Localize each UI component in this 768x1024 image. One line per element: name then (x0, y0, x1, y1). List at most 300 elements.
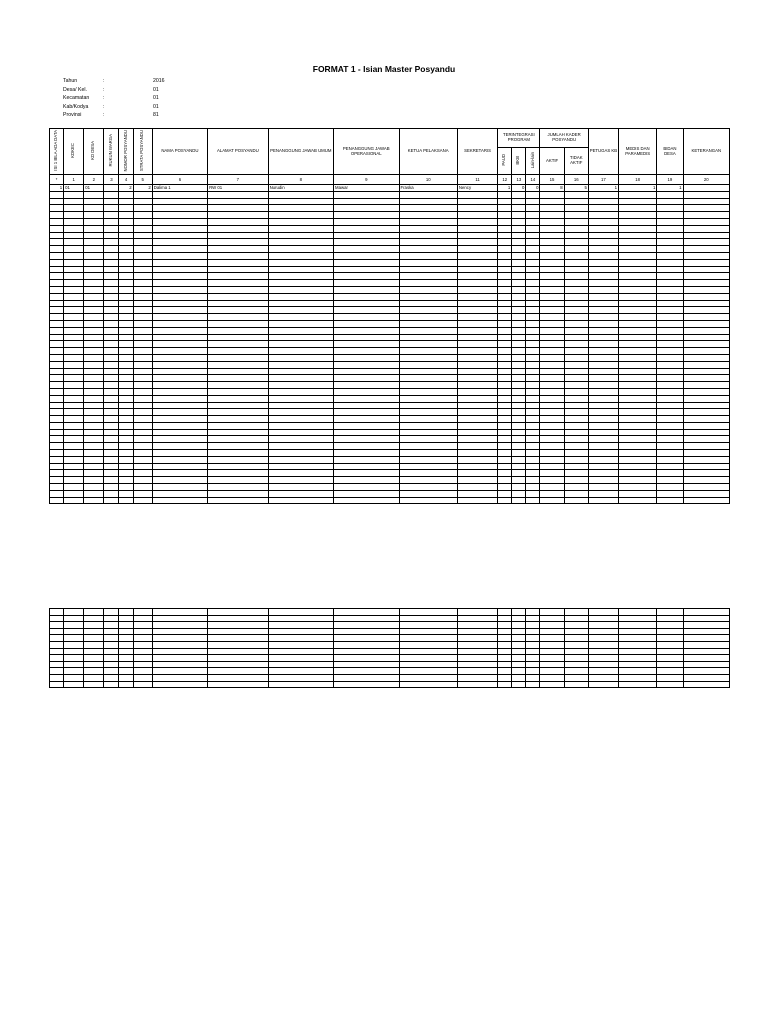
empty-cell[interactable] (588, 293, 618, 300)
empty-cell[interactable] (119, 674, 133, 681)
empty-cell[interactable] (588, 300, 618, 307)
empty-cell[interactable] (399, 314, 457, 321)
empty-cell[interactable] (208, 681, 268, 688)
empty-cell[interactable] (268, 246, 333, 253)
empty-cell[interactable] (152, 395, 207, 402)
empty-cell[interactable] (457, 198, 497, 205)
empty-cell[interactable] (526, 205, 540, 212)
empty-cell[interactable] (119, 402, 133, 409)
empty-cell[interactable] (588, 628, 618, 635)
empty-cell[interactable] (619, 361, 657, 368)
empty-cell[interactable] (268, 628, 333, 635)
empty-cell[interactable] (540, 456, 564, 463)
empty-cell[interactable] (512, 443, 526, 450)
empty-cell[interactable] (64, 293, 84, 300)
empty-cell[interactable] (208, 218, 268, 225)
cell-medis[interactable]: 1 (619, 185, 657, 192)
empty-cell[interactable] (133, 681, 152, 688)
empty-cell[interactable] (104, 252, 119, 259)
empty-cell[interactable] (683, 273, 729, 280)
empty-cell[interactable] (457, 205, 497, 212)
empty-cell[interactable] (119, 293, 133, 300)
empty-cell[interactable] (619, 429, 657, 436)
empty-cell[interactable] (588, 641, 618, 648)
empty-cell[interactable] (457, 395, 497, 402)
empty-cell[interactable] (152, 225, 207, 232)
empty-cell[interactable] (64, 232, 84, 239)
empty-cell[interactable] (84, 368, 104, 375)
empty-cell[interactable] (588, 320, 618, 327)
empty-cell[interactable] (683, 218, 729, 225)
empty-cell[interactable] (104, 490, 119, 497)
empty-cell[interactable] (208, 307, 268, 314)
empty-cell[interactable] (657, 225, 683, 232)
empty-cell[interactable] (399, 416, 457, 423)
empty-cell[interactable] (104, 300, 119, 307)
empty-cell[interactable] (588, 252, 618, 259)
empty-cell[interactable] (268, 615, 333, 622)
table-row[interactable] (50, 314, 730, 321)
empty-cell[interactable] (512, 246, 526, 253)
cell-lainnya[interactable]: 0 (526, 185, 540, 192)
empty-cell[interactable] (50, 409, 64, 416)
empty-cell[interactable] (64, 463, 84, 470)
empty-cell[interactable] (64, 354, 84, 361)
empty-cell[interactable] (512, 450, 526, 457)
empty-cell[interactable] (657, 212, 683, 219)
empty-cell[interactable] (683, 293, 729, 300)
empty-cell[interactable] (564, 681, 588, 688)
empty-cell[interactable] (683, 334, 729, 341)
empty-cell[interactable] (399, 456, 457, 463)
empty-cell[interactable] (498, 239, 512, 246)
empty-cell[interactable] (657, 436, 683, 443)
empty-cell[interactable] (683, 354, 729, 361)
empty-cell[interactable] (119, 661, 133, 668)
empty-cell[interactable] (588, 307, 618, 314)
table-row[interactable] (50, 218, 730, 225)
empty-cell[interactable] (104, 450, 119, 457)
empty-cell[interactable] (104, 375, 119, 382)
empty-cell[interactable] (683, 429, 729, 436)
empty-cell[interactable] (512, 615, 526, 622)
cell-bkb[interactable]: 0 (512, 185, 526, 192)
table-row[interactable] (50, 341, 730, 348)
empty-cell[interactable] (564, 246, 588, 253)
empty-cell[interactable] (84, 436, 104, 443)
empty-cell[interactable] (512, 334, 526, 341)
empty-cell[interactable] (119, 191, 133, 198)
empty-cell[interactable] (526, 300, 540, 307)
empty-cell[interactable] (683, 361, 729, 368)
empty-cell[interactable] (104, 622, 119, 629)
empty-cell[interactable] (64, 674, 84, 681)
empty-cell[interactable] (208, 252, 268, 259)
empty-cell[interactable] (50, 273, 64, 280)
empty-cell[interactable] (104, 674, 119, 681)
empty-cell[interactable] (498, 450, 512, 457)
empty-cell[interactable] (104, 205, 119, 212)
empty-cell[interactable] (457, 615, 497, 622)
empty-cell[interactable] (119, 382, 133, 389)
empty-cell[interactable] (498, 225, 512, 232)
empty-cell[interactable] (588, 334, 618, 341)
empty-cell[interactable] (50, 382, 64, 389)
empty-cell[interactable] (619, 443, 657, 450)
empty-cell[interactable] (657, 205, 683, 212)
empty-cell[interactable] (84, 375, 104, 382)
empty-cell[interactable] (619, 205, 657, 212)
empty-cell[interactable] (564, 470, 588, 477)
empty-cell[interactable] (457, 239, 497, 246)
empty-cell[interactable] (64, 286, 84, 293)
empty-cell[interactable] (512, 375, 526, 382)
empty-cell[interactable] (334, 436, 399, 443)
empty-cell[interactable] (657, 334, 683, 341)
empty-cell[interactable] (50, 293, 64, 300)
empty-cell[interactable] (84, 661, 104, 668)
empty-cell[interactable] (334, 655, 399, 662)
empty-cell[interactable] (84, 314, 104, 321)
empty-cell[interactable] (334, 354, 399, 361)
empty-cell[interactable] (540, 259, 564, 266)
empty-cell[interactable] (50, 307, 64, 314)
empty-cell[interactable] (512, 456, 526, 463)
empty-cell[interactable] (133, 456, 152, 463)
empty-cell[interactable] (657, 232, 683, 239)
empty-cell[interactable] (133, 334, 152, 341)
empty-cell[interactable] (268, 198, 333, 205)
cell-paud[interactable]: 1 (498, 185, 512, 192)
empty-cell[interactable] (133, 443, 152, 450)
empty-cell[interactable] (133, 205, 152, 212)
empty-cell[interactable] (619, 293, 657, 300)
empty-cell[interactable] (657, 239, 683, 246)
empty-cell[interactable] (104, 280, 119, 287)
cell-keterangan[interactable] (683, 185, 729, 192)
empty-cell[interactable] (50, 648, 64, 655)
empty-cell[interactable] (133, 416, 152, 423)
empty-cell[interactable] (208, 280, 268, 287)
empty-cell[interactable] (399, 246, 457, 253)
empty-cell[interactable] (64, 205, 84, 212)
empty-cell[interactable] (133, 661, 152, 668)
empty-cell[interactable] (84, 641, 104, 648)
empty-cell[interactable] (683, 286, 729, 293)
empty-cell[interactable] (133, 266, 152, 273)
empty-cell[interactable] (208, 212, 268, 219)
empty-cell[interactable] (50, 191, 64, 198)
empty-cell[interactable] (84, 490, 104, 497)
empty-cell[interactable] (619, 422, 657, 429)
empty-cell[interactable] (683, 259, 729, 266)
empty-cell[interactable] (526, 628, 540, 635)
empty-cell[interactable] (399, 205, 457, 212)
empty-cell[interactable] (512, 661, 526, 668)
empty-cell[interactable] (152, 273, 207, 280)
empty-cell[interactable] (334, 484, 399, 491)
empty-cell[interactable] (84, 252, 104, 259)
table-row[interactable] (50, 191, 730, 198)
empty-cell[interactable] (104, 334, 119, 341)
empty-cell[interactable] (208, 648, 268, 655)
cell-isi[interactable]: 1 (50, 185, 64, 192)
empty-cell[interactable] (540, 628, 564, 635)
empty-cell[interactable] (119, 361, 133, 368)
empty-cell[interactable] (208, 456, 268, 463)
empty-cell[interactable] (64, 681, 84, 688)
empty-cell[interactable] (208, 382, 268, 389)
empty-cell[interactable] (268, 429, 333, 436)
empty-cell[interactable] (588, 218, 618, 225)
empty-cell[interactable] (540, 463, 564, 470)
empty-cell[interactable] (152, 456, 207, 463)
empty-cell[interactable] (457, 320, 497, 327)
empty-cell[interactable] (104, 361, 119, 368)
empty-cell[interactable] (84, 348, 104, 355)
empty-cell[interactable] (498, 628, 512, 635)
empty-cell[interactable] (619, 409, 657, 416)
empty-cell[interactable] (50, 300, 64, 307)
empty-cell[interactable] (683, 266, 729, 273)
empty-cell[interactable] (133, 341, 152, 348)
empty-cell[interactable] (683, 436, 729, 443)
empty-cell[interactable] (268, 252, 333, 259)
empty-cell[interactable] (50, 368, 64, 375)
empty-cell[interactable] (498, 388, 512, 395)
empty-cell[interactable] (619, 661, 657, 668)
empty-cell[interactable] (208, 198, 268, 205)
empty-cell[interactable] (84, 395, 104, 402)
empty-cell[interactable] (104, 191, 119, 198)
empty-cell[interactable] (50, 239, 64, 246)
table-row[interactable] (50, 225, 730, 232)
empty-cell[interactable] (619, 348, 657, 355)
empty-cell[interactable] (50, 628, 64, 635)
empty-cell[interactable] (657, 463, 683, 470)
empty-cell[interactable] (268, 470, 333, 477)
empty-cell[interactable] (64, 648, 84, 655)
empty-cell[interactable] (133, 622, 152, 629)
empty-cell[interactable] (50, 641, 64, 648)
empty-cell[interactable] (268, 232, 333, 239)
empty-cell[interactable] (104, 409, 119, 416)
empty-cell[interactable] (104, 497, 119, 504)
empty-cell[interactable] (588, 436, 618, 443)
empty-cell[interactable] (619, 239, 657, 246)
empty-cell[interactable] (657, 293, 683, 300)
empty-cell[interactable] (619, 668, 657, 675)
empty-cell[interactable] (457, 348, 497, 355)
empty-cell[interactable] (399, 361, 457, 368)
empty-cell[interactable] (498, 422, 512, 429)
empty-cell[interactable] (498, 341, 512, 348)
empty-cell[interactable] (526, 477, 540, 484)
empty-cell[interactable] (334, 641, 399, 648)
empty-cell[interactable] (512, 628, 526, 635)
empty-cell[interactable] (657, 218, 683, 225)
empty-cell[interactable] (119, 422, 133, 429)
empty-cell[interactable] (268, 320, 333, 327)
empty-cell[interactable] (64, 334, 84, 341)
empty-cell[interactable] (526, 191, 540, 198)
empty-cell[interactable] (84, 225, 104, 232)
empty-cell[interactable] (84, 429, 104, 436)
empty-cell[interactable] (588, 232, 618, 239)
empty-cell[interactable] (399, 463, 457, 470)
empty-cell[interactable] (104, 661, 119, 668)
empty-cell[interactable] (208, 628, 268, 635)
empty-cell[interactable] (334, 239, 399, 246)
empty-cell[interactable] (104, 395, 119, 402)
table-row[interactable] (50, 668, 730, 675)
empty-cell[interactable] (457, 246, 497, 253)
empty-cell[interactable] (104, 429, 119, 436)
empty-cell[interactable] (683, 225, 729, 232)
empty-cell[interactable] (657, 191, 683, 198)
empty-cell[interactable] (526, 218, 540, 225)
empty-cell[interactable] (208, 314, 268, 321)
empty-cell[interactable] (683, 395, 729, 402)
empty-cell[interactable] (64, 212, 84, 219)
empty-cell[interactable] (133, 388, 152, 395)
empty-cell[interactable] (564, 655, 588, 662)
table-row[interactable] (50, 334, 730, 341)
empty-cell[interactable] (84, 628, 104, 635)
empty-cell[interactable] (208, 655, 268, 662)
empty-cell[interactable] (512, 463, 526, 470)
empty-cell[interactable] (152, 293, 207, 300)
empty-cell[interactable] (564, 225, 588, 232)
empty-cell[interactable] (526, 661, 540, 668)
table-row[interactable] (50, 470, 730, 477)
empty-cell[interactable] (64, 450, 84, 457)
empty-cell[interactable] (457, 470, 497, 477)
empty-cell[interactable] (84, 361, 104, 368)
empty-cell[interactable] (399, 648, 457, 655)
empty-cell[interactable] (564, 661, 588, 668)
empty-cell[interactable] (619, 375, 657, 382)
empty-cell[interactable] (498, 490, 512, 497)
empty-cell[interactable] (152, 354, 207, 361)
empty-cell[interactable] (84, 470, 104, 477)
empty-cell[interactable] (84, 273, 104, 280)
empty-cell[interactable] (84, 341, 104, 348)
empty-cell[interactable] (526, 327, 540, 334)
empty-cell[interactable] (588, 484, 618, 491)
empty-cell[interactable] (104, 463, 119, 470)
empty-cell[interactable] (564, 628, 588, 635)
empty-cell[interactable] (64, 273, 84, 280)
empty-cell[interactable] (540, 484, 564, 491)
empty-cell[interactable] (133, 286, 152, 293)
empty-cell[interactable] (564, 641, 588, 648)
empty-cell[interactable] (268, 239, 333, 246)
empty-cell[interactable] (588, 648, 618, 655)
empty-cell[interactable] (619, 334, 657, 341)
empty-cell[interactable] (512, 266, 526, 273)
empty-cell[interactable] (588, 477, 618, 484)
empty-cell[interactable] (208, 320, 268, 327)
empty-cell[interactable] (50, 609, 64, 616)
empty-cell[interactable] (498, 212, 512, 219)
empty-cell[interactable] (512, 354, 526, 361)
empty-cell[interactable] (526, 334, 540, 341)
empty-cell[interactable] (526, 314, 540, 321)
empty-cell[interactable] (526, 375, 540, 382)
empty-cell[interactable] (619, 320, 657, 327)
empty-cell[interactable] (457, 286, 497, 293)
empty-cell[interactable] (104, 320, 119, 327)
empty-cell[interactable] (119, 212, 133, 219)
empty-cell[interactable] (619, 300, 657, 307)
empty-cell[interactable] (683, 422, 729, 429)
empty-cell[interactable] (84, 246, 104, 253)
empty-cell[interactable] (104, 635, 119, 642)
empty-cell[interactable] (208, 477, 268, 484)
empty-cell[interactable] (683, 402, 729, 409)
empty-cell[interactable] (619, 463, 657, 470)
empty-cell[interactable] (119, 341, 133, 348)
cell-pj-umum[interactable]: Nurudin (268, 185, 333, 192)
empty-cell[interactable] (512, 205, 526, 212)
empty-cell[interactable] (498, 375, 512, 382)
empty-cell[interactable] (457, 252, 497, 259)
empty-cell[interactable] (64, 246, 84, 253)
empty-cell[interactable] (268, 280, 333, 287)
empty-cell[interactable] (152, 641, 207, 648)
empty-cell[interactable] (133, 246, 152, 253)
empty-cell[interactable] (119, 655, 133, 662)
empty-cell[interactable] (268, 450, 333, 457)
table-row[interactable] (50, 382, 730, 389)
empty-cell[interactable] (64, 191, 84, 198)
table-row[interactable] (50, 661, 730, 668)
empty-cell[interactable] (526, 246, 540, 253)
empty-cell[interactable] (657, 402, 683, 409)
empty-cell[interactable] (512, 668, 526, 675)
empty-cell[interactable] (588, 239, 618, 246)
empty-cell[interactable] (334, 327, 399, 334)
empty-cell[interactable] (84, 668, 104, 675)
empty-cell[interactable] (334, 674, 399, 681)
empty-cell[interactable] (399, 218, 457, 225)
empty-cell[interactable] (50, 266, 64, 273)
empty-cell[interactable] (84, 497, 104, 504)
empty-cell[interactable] (119, 443, 133, 450)
empty-cell[interactable] (268, 661, 333, 668)
empty-cell[interactable] (84, 463, 104, 470)
empty-cell[interactable] (64, 436, 84, 443)
empty-cell[interactable] (657, 354, 683, 361)
empty-cell[interactable] (133, 232, 152, 239)
empty-cell[interactable] (588, 674, 618, 681)
empty-cell[interactable] (683, 648, 729, 655)
empty-cell[interactable] (64, 375, 84, 382)
empty-cell[interactable] (268, 635, 333, 642)
empty-cell[interactable] (334, 266, 399, 273)
empty-cell[interactable] (119, 456, 133, 463)
empty-cell[interactable] (268, 388, 333, 395)
empty-cell[interactable] (526, 648, 540, 655)
empty-cell[interactable] (457, 477, 497, 484)
empty-cell[interactable] (64, 327, 84, 334)
empty-cell[interactable] (526, 266, 540, 273)
empty-cell[interactable] (152, 314, 207, 321)
empty-cell[interactable] (498, 674, 512, 681)
empty-cell[interactable] (268, 307, 333, 314)
table-row[interactable] (50, 252, 730, 259)
